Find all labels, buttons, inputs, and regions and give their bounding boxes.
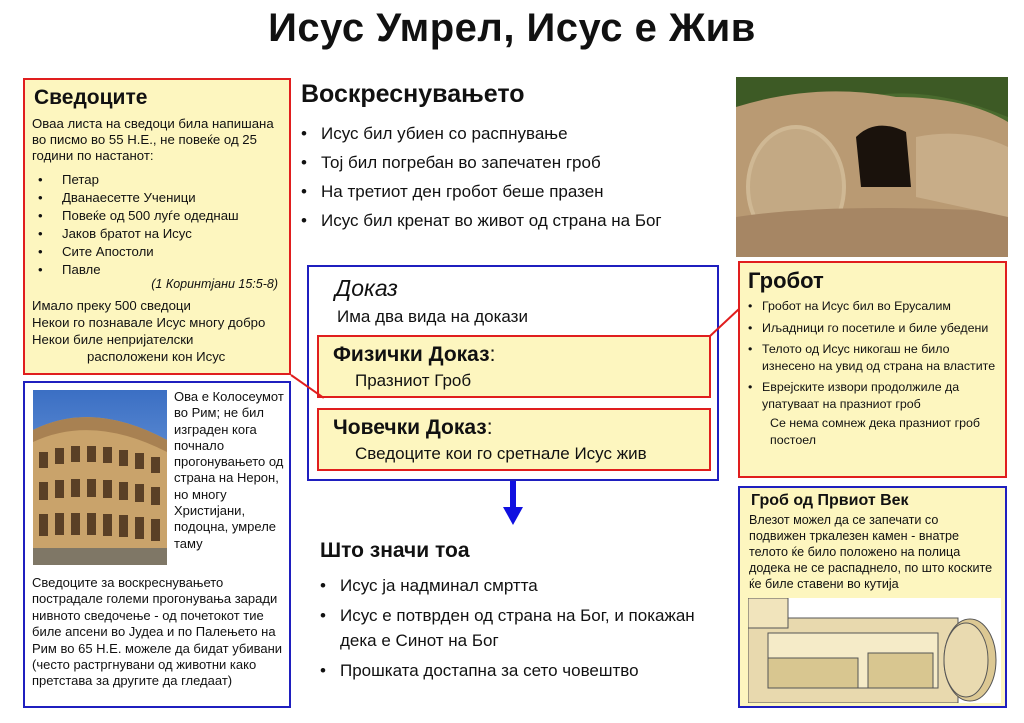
witnesses-box bbox=[23, 78, 291, 375]
down-arrow-icon bbox=[503, 481, 523, 527]
physical-proof-label: Физички Доказ bbox=[333, 343, 490, 366]
outro-line: Имало преку 500 сведоци bbox=[32, 298, 191, 313]
outro-line: Некои го познавале Исус многу добро bbox=[32, 315, 266, 330]
human-proof-box bbox=[317, 408, 711, 471]
colosseum-box bbox=[23, 381, 291, 708]
first-century-tomb-description: Влезот можел да се запечати со подвижен тркалезен камен - внатре телото ќе било положено на полица додека не се распаднело, по што коските ќе биле ставени во кутија bbox=[749, 513, 993, 591]
list-item: • Прошката достапна за сето човештво bbox=[320, 658, 720, 683]
meaning-section bbox=[320, 539, 720, 688]
resurrection-heading: Воскреснувањето bbox=[301, 80, 525, 108]
human-proof-value: Сведоците кои го сретнале Исус жив bbox=[355, 444, 647, 463]
tomb-diagram-image bbox=[748, 598, 1001, 703]
first-century-tomb-heading: Гроб од Првиот Век bbox=[751, 492, 909, 509]
list-item: • Сите Апостоли bbox=[38, 243, 282, 261]
tomb-note: Се нема сомнеж дека празниот гроб постоел bbox=[770, 416, 981, 447]
proof-subtitle: Има два вида на докази bbox=[337, 307, 528, 326]
first-century-tomb-box bbox=[738, 486, 1007, 708]
tomb-box bbox=[738, 261, 1007, 478]
physical-proof-box bbox=[317, 335, 711, 398]
colosseum-image bbox=[33, 390, 167, 565]
bible-reference: (1 Коринтјани 15:5-8) bbox=[151, 277, 278, 291]
list-item: • Еврејските извори продолжиле да упатуваат на празниот гроб bbox=[748, 379, 997, 412]
list-item: • Павле bbox=[38, 261, 282, 279]
list-item: • На третиот ден гробот беше празен bbox=[301, 177, 741, 206]
colon: : bbox=[486, 416, 493, 439]
list-item: • Исус ја надминал смртта bbox=[320, 573, 720, 598]
witnesses-outro bbox=[32, 297, 282, 365]
resurrection-section bbox=[301, 80, 741, 235]
list-item: • Исус е потврден од страна на Бог, и покажан дека е Синот на Бог bbox=[320, 603, 720, 653]
physical-proof-heading bbox=[333, 343, 695, 367]
list-item: • Иљадници го посетиле и биле убедени bbox=[748, 320, 997, 337]
meaning-heading: Што значи тоа bbox=[320, 539, 470, 562]
proof-heading: Доказ bbox=[335, 275, 398, 301]
meaning-list bbox=[320, 573, 720, 683]
list-item: • Дванаесетте Ученици bbox=[38, 189, 282, 207]
list-item: • Петар bbox=[38, 171, 282, 189]
physical-proof-value: Празниот Гроб bbox=[355, 371, 472, 390]
list-item: • Јаков братот на Исус bbox=[38, 225, 282, 243]
witnesses-heading: Сведоците bbox=[34, 86, 148, 109]
persecution-text: Сведоците за воскреснувањето пострадале големи прогонувања заради нивното сведочење - од почетокот тие биле апсени во Јудеа и по Палењето на Рим во 65 Н.Е. можеле да бидат убивани (често растргнувани од животни како претстава за другите да гледаат) bbox=[32, 575, 283, 689]
human-proof-heading bbox=[333, 416, 695, 440]
tomb-heading: Гробот bbox=[748, 268, 824, 293]
list-item: • Повеќе од 500 луѓе одеднаш bbox=[38, 207, 282, 225]
empty-tomb-photo bbox=[736, 77, 1008, 257]
human-proof-label: Човечки Доказ bbox=[333, 416, 487, 439]
outro-line: расположени кон Исус bbox=[87, 349, 226, 364]
proof-box bbox=[307, 265, 719, 481]
list-item: • Телото од Исус никогаш не било изнесено на увид од страна на властите bbox=[748, 341, 997, 374]
list-item: • Исус бил кренат во живот од страна на Бог bbox=[301, 206, 741, 235]
tomb-list bbox=[748, 298, 997, 412]
witnesses-list bbox=[38, 171, 282, 279]
resurrection-list bbox=[301, 119, 741, 235]
list-item: • Исус бил убиен со распнување bbox=[301, 119, 741, 148]
colon: : bbox=[489, 343, 496, 366]
list-item: • Тој бил погребан во запечатен гроб bbox=[301, 148, 741, 177]
colosseum-caption: Ова е Колосеумот во Рим; не бил изграден кога почнало прогонувањето од страна на Нерон, но многу Христијани, подоцна, умреле таму bbox=[174, 389, 284, 551]
page-title: Исус Умрел, Исус е Жив bbox=[268, 6, 756, 50]
outro-line: Некои биле непријателски bbox=[32, 332, 194, 347]
list-item: • Гробот на Исус бил во Ерусалим bbox=[748, 298, 997, 315]
witnesses-intro: Оваа листа на сведоци била напишана во писмо во 55 Н.Е., не повеќе од 25 години по настанот: bbox=[32, 116, 274, 163]
